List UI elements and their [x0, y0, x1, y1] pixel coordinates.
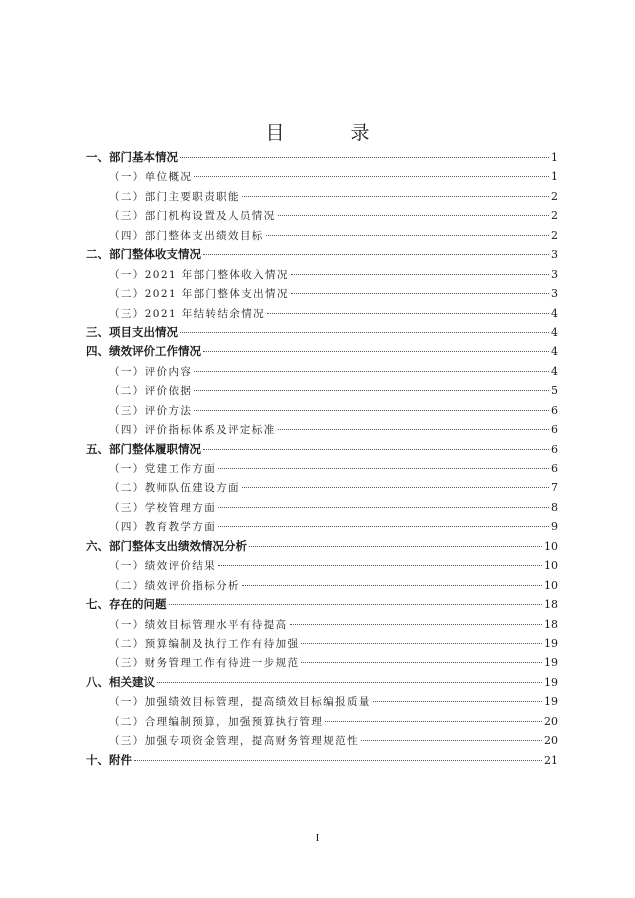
toc-entry-page: 6: [551, 442, 558, 456]
toc-dot-leader: [194, 410, 549, 411]
toc-entry-page: 6: [551, 462, 558, 475]
toc-entry-label: （一）绩效目标管理水平有待提高: [109, 618, 288, 631]
toc-entry-page: 18: [544, 598, 558, 612]
toc-dot-leader: [194, 390, 549, 391]
toc-subsection-entry[interactable]: [86, 284, 558, 303]
toc-entry-page: 10: [544, 578, 558, 592]
toc-entry-page: 4: [551, 306, 558, 320]
toc-section-entry[interactable]: [86, 440, 558, 459]
toc-dot-leader: [291, 274, 549, 275]
table-of-contents: [86, 148, 558, 770]
toc-entry-page: 6: [551, 423, 558, 437]
toc-entry-label: （二）绩效评价指标分析: [109, 579, 240, 592]
toc-entry-label: 六、部门整体支出绩效情况分析: [86, 538, 247, 553]
toc-subsection-entry[interactable]: [86, 381, 558, 400]
toc-section-entry[interactable]: [86, 245, 558, 264]
toc-entry-page: 3: [551, 287, 558, 301]
toc-entry-label: 四、绩效评价工作情况: [86, 344, 201, 359]
toc-entry-page: 10: [544, 539, 558, 553]
toc-dot-leader: [267, 313, 549, 314]
toc-section-entry[interactable]: [86, 673, 558, 692]
toc-entry-label: 五、部门整体履职情况: [86, 441, 201, 456]
toc-dot-leader: [157, 682, 542, 683]
toc-dot-leader: [218, 507, 549, 508]
toc-section-entry[interactable]: [86, 751, 558, 770]
toc-entry-page: 1: [551, 151, 558, 164]
toc-subsection-entry[interactable]: [86, 226, 558, 245]
toc-entry-page: 19: [544, 695, 558, 709]
toc-subsection-entry[interactable]: [86, 653, 558, 672]
toc-section-entry[interactable]: [86, 323, 558, 342]
toc-entry-label: （二）预算编制及执行工作有待加强: [109, 637, 300, 650]
toc-section-entry[interactable]: [86, 148, 558, 167]
toc-entry-label: （一）2021 年部门整体收入情况: [109, 268, 289, 281]
toc-entry-label: （一）评价内容: [109, 365, 193, 378]
toc-entry-label: （四）部门整体支出绩效目标: [109, 229, 264, 242]
toc-subsection-entry[interactable]: [86, 498, 558, 517]
toc-entry-page: 19: [544, 656, 558, 670]
toc-entry-label: （三）学校管理方面: [109, 501, 217, 514]
toc-dot-leader: [242, 487, 549, 488]
toc-section-entry[interactable]: [86, 342, 558, 361]
toc-dot-leader: [242, 585, 542, 586]
toc-entry-label: （四）教育教学方面: [109, 521, 217, 534]
toc-dot-leader: [218, 565, 542, 566]
toc-dot-leader: [180, 157, 549, 158]
toc-entry-page: 6: [551, 403, 558, 417]
toc-subsection-entry[interactable]: [86, 459, 558, 478]
toc-dot-leader: [278, 429, 549, 430]
toc-subsection-entry[interactable]: [86, 362, 558, 381]
toc-entry-label: （三）2021 年结转结余情况: [109, 307, 266, 320]
toc-entry-label: 二、部门整体收支情况: [86, 247, 201, 262]
toc-dot-leader: [218, 526, 549, 527]
toc-section-entry[interactable]: [86, 537, 558, 556]
toc-entry-page: 10: [544, 559, 558, 573]
toc-dot-leader: [325, 721, 542, 722]
toc-entry-page: 1: [551, 170, 558, 184]
toc-subsection-entry[interactable]: [86, 615, 558, 634]
toc-entry-label: 八、相关建议: [86, 674, 155, 689]
toc-dot-leader: [203, 351, 549, 352]
toc-subsection-entry[interactable]: [86, 206, 558, 225]
toc-dot-leader: [301, 643, 542, 644]
toc-subsection-entry[interactable]: [86, 187, 558, 206]
toc-dot-leader: [249, 546, 542, 547]
page-number: I: [315, 832, 320, 844]
toc-dot-leader: [203, 449, 549, 450]
toc-entry-page: 4: [551, 345, 558, 359]
toc-dot-leader: [361, 740, 542, 741]
toc-entry-page: 21: [544, 753, 558, 767]
toc-entry-label: （二）教师队伍建设方面: [109, 482, 240, 495]
toc-entry-page: 3: [551, 248, 558, 262]
toc-dot-leader: [266, 235, 549, 236]
toc-subsection-entry[interactable]: [86, 167, 558, 186]
toc-entry-label: （二）评价依据: [109, 385, 193, 398]
toc-dot-leader: [194, 371, 549, 372]
toc-subsection-entry[interactable]: [86, 517, 558, 536]
toc-entry-label: （二）合理编制预算，加强预算执行管理: [109, 715, 324, 728]
toc-entry-label: （一）单位概况: [109, 171, 193, 184]
toc-entry-page: 8: [551, 500, 558, 514]
toc-dot-leader: [373, 701, 542, 702]
toc-entry-page: 7: [551, 481, 558, 495]
toc-entry-label: （一）党建工作方面: [109, 463, 217, 475]
toc-entry-label: （三）加强专项资金管理，提高财务管理规范性: [109, 735, 359, 748]
toc-dot-leader: [218, 468, 549, 469]
toc-dot-leader: [203, 254, 549, 255]
toc-dot-leader: [242, 196, 549, 197]
toc-subsection-entry[interactable]: [86, 712, 558, 731]
toc-subsection-entry[interactable]: [86, 731, 558, 750]
toc-entry-page: 9: [551, 520, 558, 534]
toc-dot-leader: [291, 293, 549, 294]
toc-entry-label: （一）加强绩效目标管理，提高绩效目标编报质量: [109, 696, 371, 709]
toc-section-entry[interactable]: [86, 595, 558, 614]
toc-subsection-entry[interactable]: [86, 634, 558, 653]
toc-subsection-entry[interactable]: [86, 692, 558, 711]
toc-entry-label: （四）评价指标体系及评定标准: [109, 424, 276, 437]
toc-entry-label: （二）部门主要职责职能: [109, 190, 240, 203]
toc-dot-leader: [301, 662, 542, 663]
toc-entry-label: 十、附件: [86, 752, 132, 767]
toc-entry-label: 一、部门基本情况: [86, 150, 178, 164]
toc-subsection-entry[interactable]: [86, 576, 558, 595]
toc-dot-leader: [290, 624, 543, 625]
toc-entry-page: 2: [551, 189, 558, 203]
toc-subsection-entry[interactable]: [86, 304, 558, 323]
toc-subsection-entry[interactable]: [86, 556, 558, 575]
toc-subsection-entry[interactable]: [86, 401, 558, 420]
toc-dot-leader: [180, 332, 549, 333]
toc-entry-page: 20: [544, 714, 558, 728]
toc-entry-label: （三）评价方法: [109, 404, 193, 417]
toc-entry-page: 5: [551, 384, 558, 398]
toc-entry-label: 七、存在的问题: [86, 597, 167, 612]
toc-subsection-entry[interactable]: [86, 478, 558, 497]
toc-dot-leader: [278, 215, 549, 216]
toc-entry-label: （三）财务管理工作有待进一步规范: [109, 657, 300, 670]
toc-entry-label: （一）绩效评价结果: [109, 560, 217, 573]
toc-entry-page: 3: [551, 267, 558, 281]
toc-entry-page: 2: [551, 228, 558, 242]
toc-entry-page: 20: [544, 734, 558, 748]
toc-entry-page: 4: [551, 325, 558, 339]
toc-entry-page: 18: [544, 617, 558, 631]
toc-dot-leader: [169, 604, 543, 605]
toc-entry-page: 19: [544, 675, 558, 689]
toc-entry-label: （三）部门机构设置及人员情况: [109, 210, 276, 223]
toc-entry-page: 2: [551, 209, 558, 223]
toc-subsection-entry[interactable]: [86, 265, 558, 284]
toc-entry-page: 19: [544, 636, 558, 650]
toc-entry-label: 三、项目支出情况: [86, 324, 178, 339]
toc-entry-page: 4: [551, 364, 558, 378]
toc-dot-leader: [134, 760, 542, 761]
toc-entry-label: （二）2021 年部门整体支出情况: [109, 288, 289, 301]
page-title: 目 录: [265, 122, 400, 144]
toc-subsection-entry[interactable]: [86, 420, 558, 439]
toc-dot-leader: [194, 176, 549, 177]
